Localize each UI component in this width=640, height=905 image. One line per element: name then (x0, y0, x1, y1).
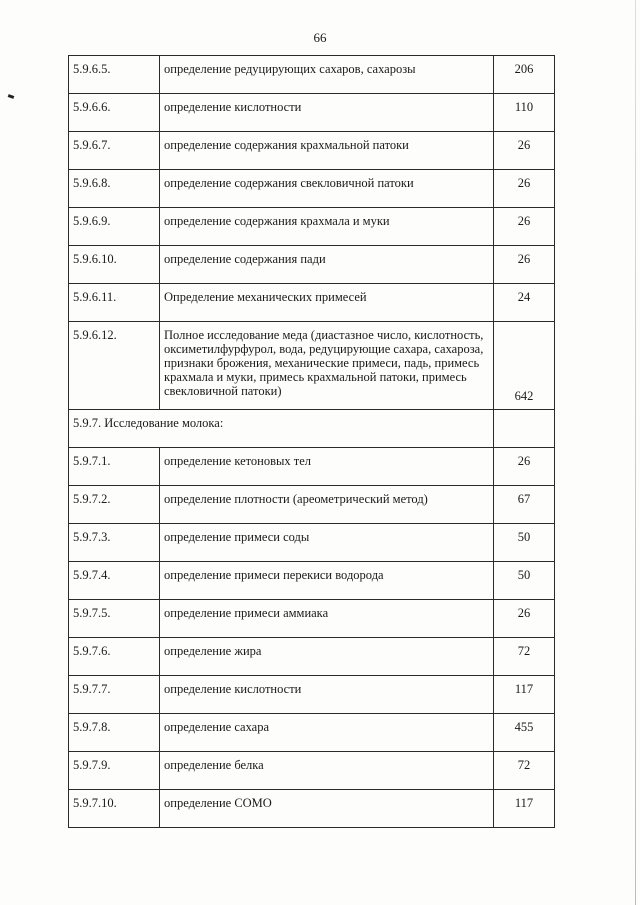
price-value: 67 (494, 486, 555, 524)
table-row (69, 676, 555, 714)
code: 5.9.7.5. (69, 600, 160, 638)
price-value: 26 (494, 208, 555, 246)
price-value: 455 (494, 714, 555, 752)
service-name: определение примеси перекиси водорода (160, 562, 494, 600)
service-name: определение содержания пади (160, 246, 494, 284)
code: 5.9.6.11. (69, 284, 160, 322)
code: 5.9.7.2. (69, 486, 160, 524)
price-table-body (69, 56, 555, 828)
service-name: определение содержания свекловичной патоки (160, 170, 494, 208)
table-row (69, 94, 555, 132)
code: 5.9.6.10. (69, 246, 160, 284)
service-name: определение сахара (160, 714, 494, 752)
service-name: определение содержания крахмальной патоки (160, 132, 494, 170)
price-value: 117 (494, 676, 555, 714)
service-name: определение плотности (ареометрический метод) (160, 486, 494, 524)
price-value: 26 (494, 600, 555, 638)
scan-mark (8, 94, 15, 99)
section-row (69, 410, 555, 448)
price-table (68, 55, 555, 828)
code: 5.9.6.12. (69, 322, 160, 410)
price-value: 72 (494, 638, 555, 676)
code: 5.9.7.4. (69, 562, 160, 600)
table-row (69, 208, 555, 246)
price-value: 26 (494, 170, 555, 208)
service-name: определение жира (160, 638, 494, 676)
code: 5.9.6.5. (69, 56, 160, 94)
page-number: 66 (313, 30, 327, 45)
price-value: 26 (494, 448, 555, 486)
code: 5.9.7.6. (69, 638, 160, 676)
code: 5.9.7.8. (69, 714, 160, 752)
section-title: 5.9.7. Исследование молока: (69, 410, 494, 448)
price-value: 26 (494, 246, 555, 284)
table-row (69, 170, 555, 208)
table-row (69, 246, 555, 284)
service-name: определение кетоновых тел (160, 448, 494, 486)
service-name: определение примеси аммиака (160, 600, 494, 638)
code: 5.9.7.10. (69, 790, 160, 828)
price-value: 24 (494, 284, 555, 322)
service-name: определение редуцирующих сахаров, сахарозы (160, 56, 494, 94)
code: 5.9.6.6. (69, 94, 160, 132)
service-name: Определение механических примесей (160, 284, 494, 322)
service-name: определение кислотности (160, 676, 494, 714)
price-cell-empty (494, 410, 555, 448)
code: 5.9.7.3. (69, 524, 160, 562)
table-row (69, 600, 555, 638)
table-row (69, 448, 555, 486)
price-value: 50 (494, 562, 555, 600)
service-name: Полное исследование меда (диастазное число, кислотность, оксиметилфурфурол, вода, редуцирующие сахара, сахароза, признаки брожения, механические примеси, падь, примесь крахмала и муки, примесь крахмальной патоки, примесь свекловичной патоки) (160, 322, 494, 410)
code: 5.9.6.8. (69, 170, 160, 208)
service-name: определение СОМО (160, 790, 494, 828)
table-row (69, 714, 555, 752)
price-value: 72 (494, 752, 555, 790)
table-row (69, 562, 555, 600)
table-row (69, 486, 555, 524)
table-row (69, 752, 555, 790)
table-row (69, 322, 555, 410)
scan-edge (635, 0, 636, 905)
price-value: 50 (494, 524, 555, 562)
table-row (69, 56, 555, 94)
service-name: определение примеси соды (160, 524, 494, 562)
table-row (69, 132, 555, 170)
price-value: 206 (494, 56, 555, 94)
price-value: 642 (494, 322, 555, 410)
code: 5.9.6.9. (69, 208, 160, 246)
service-name: определение белка (160, 752, 494, 790)
code: 5.9.7.7. (69, 676, 160, 714)
price-value: 110 (494, 94, 555, 132)
price-value: 26 (494, 132, 555, 170)
table-row (69, 284, 555, 322)
table-row (69, 524, 555, 562)
code: 5.9.6.7. (69, 132, 160, 170)
table-row (69, 790, 555, 828)
service-name: определение кислотности (160, 94, 494, 132)
code: 5.9.7.9. (69, 752, 160, 790)
table-row (69, 638, 555, 676)
code: 5.9.7.1. (69, 448, 160, 486)
price-value: 117 (494, 790, 555, 828)
service-name: определение содержания крахмала и муки (160, 208, 494, 246)
